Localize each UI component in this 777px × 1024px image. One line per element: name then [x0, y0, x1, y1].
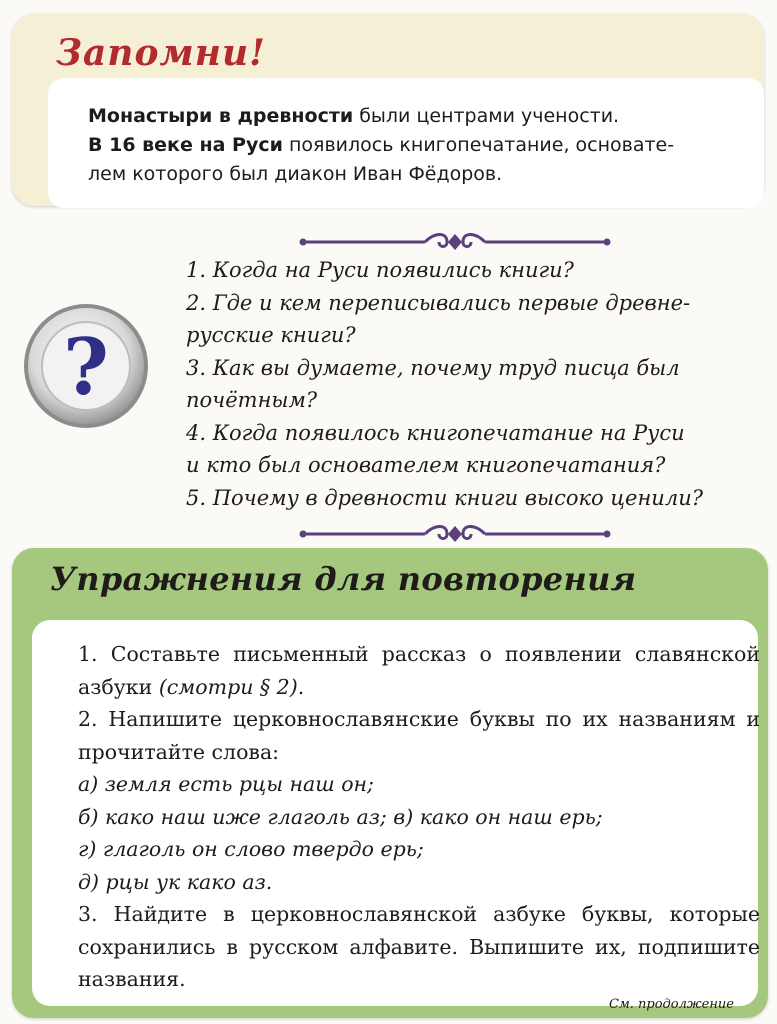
svg-text:?: ?	[63, 322, 109, 413]
remember-title: Запомни!	[56, 32, 266, 74]
remember-box	[12, 14, 764, 206]
question-mark-icon	[22, 300, 152, 432]
exercise-1-reference: (смотри § 2).	[158, 674, 305, 699]
exercise-1-text: 1. Составьте письменный рассказ о появлении славянской азбуки	[78, 642, 760, 699]
exercises-text	[60, 638, 760, 996]
exercise-2-item: а) земля есть рцы наш он;	[78, 772, 374, 796]
exercise-3: 3. Найдите в церковнославянской азбуке буквы, которые сохранились в русском алфавите. Выпишите их, подпишите названия.	[78, 902, 760, 991]
question-line: 4. Когда появилось книгопечатание на Руси	[186, 420, 685, 445]
question-line: 2. Где и кем переписывались первые древне-	[186, 290, 691, 315]
question-line: и кто был основателем книгопечатания?	[186, 453, 666, 477]
exercises-panel	[32, 620, 758, 1006]
exercise-2-item: г) глаголь он слово твердо ерь;	[78, 837, 424, 861]
continue-note: См. продолжение	[609, 997, 734, 1012]
remember-line-1-bold: Монастыри в древности	[88, 105, 354, 127]
question-line: 5. Почему в древности книги высоко ценили?	[186, 485, 703, 510]
remember-line-2-bold: В 16 веке на Руси	[88, 134, 283, 156]
ornament-divider-bottom	[295, 524, 615, 544]
remember-text	[88, 102, 748, 189]
question-line: почётным?	[186, 388, 318, 412]
question-line: 1. Когда на Руси появились книги?	[186, 258, 574, 282]
remember-line-1	[88, 102, 748, 131]
question-line: 3. Как вы думаете, почему труд писца был	[186, 355, 680, 380]
remember-line-2-rest: появилось книгопечатание, основате-	[282, 134, 675, 156]
exercise-1	[60, 638, 760, 703]
remember-line-3: лем которого был диакон Иван Фёдоров.	[88, 163, 503, 185]
ornament-divider-top	[295, 232, 615, 252]
exercises-title: Упражнения для повторения	[50, 560, 637, 598]
remember-panel	[48, 78, 764, 208]
questions-list	[186, 254, 756, 514]
remember-line-1-rest: были центрами учености.	[353, 105, 620, 127]
exercise-2-item: д) рцы ук како аз.	[78, 869, 273, 894]
exercise-2-item: б) како наш иже глаголь аз; в) како он наш ерь;	[78, 804, 603, 829]
question-line: русские книги?	[186, 323, 356, 347]
remember-line-2	[88, 131, 748, 160]
exercises-box	[12, 548, 768, 1018]
exercise-2: 2. Напишите церковнославянские буквы по их названиям и прочитайте слова:	[78, 707, 760, 764]
